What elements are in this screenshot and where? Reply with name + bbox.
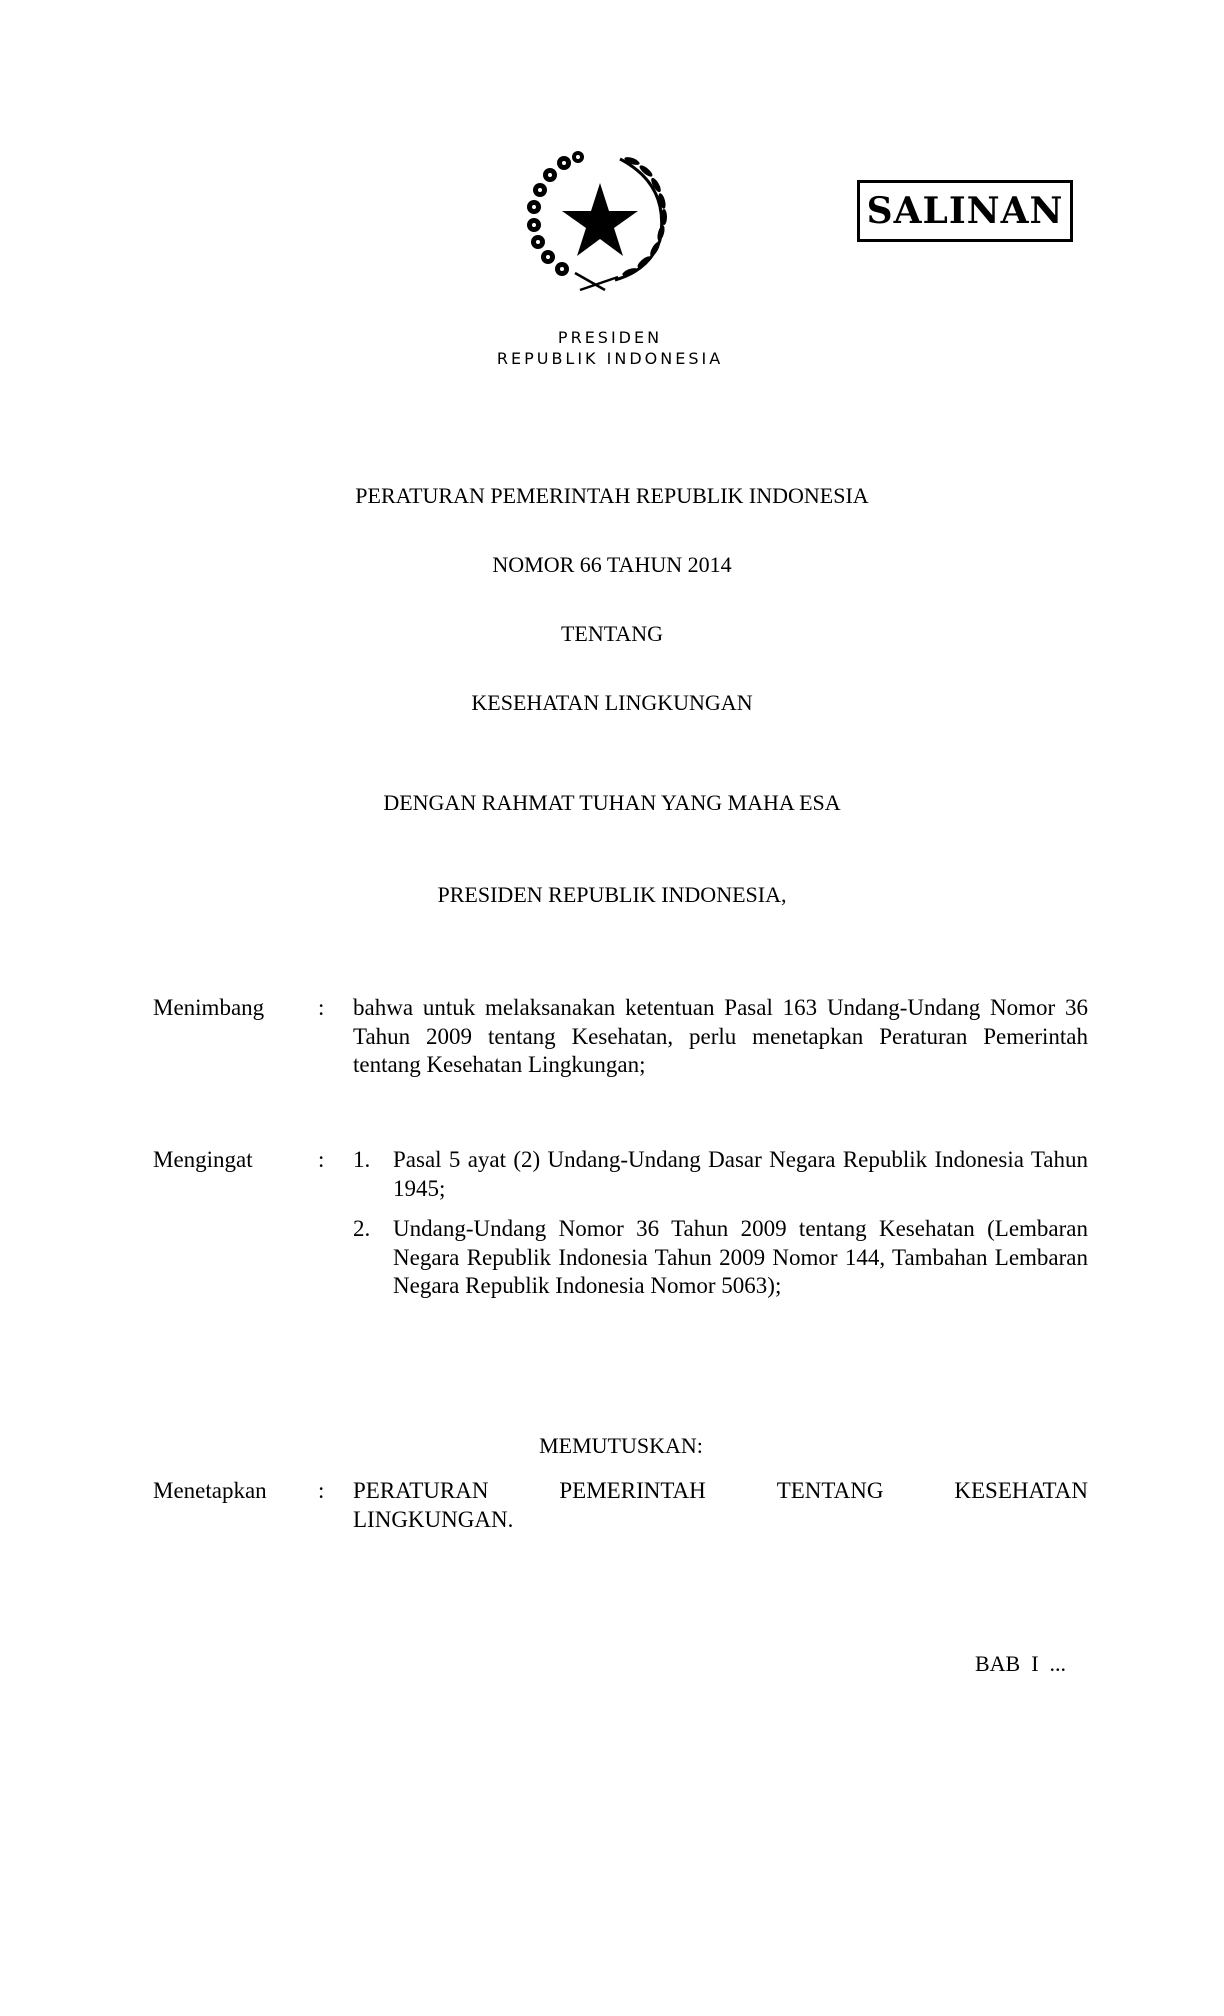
salinan-stamp	[857, 180, 1073, 242]
menetapkan-word: PEMERINTAH	[559, 1478, 706, 1503]
menetapkan-word: TENTANG	[776, 1478, 884, 1503]
list-number: 2.	[353, 1216, 371, 1241]
emblem-caption-republic: REPUBLIK INDONESIA	[496, 349, 724, 368]
mengingat-list	[353, 1146, 1088, 1301]
salinan-label: SALINAN	[866, 190, 1064, 232]
regulation-type: PERATURAN PEMERINTAH REPUBLIK INDONESIA	[355, 483, 869, 508]
mengingat-label: Mengingat	[153, 1147, 253, 1172]
mengingat-item-2	[353, 1215, 1088, 1301]
memutuskan-heading: MEMUTUSKAN:	[539, 1433, 703, 1458]
list-text: Undang-Undang Nomor 36 Tahun 2009 tentang Kesehatan (Lembaran Negara Republik Indonesia Tahun 2009 Nomor 144, Tambahan Lembaran Negara Republik Indonesia Nomor 5063);	[393, 1216, 1088, 1298]
presidential-emblem-icon	[520, 145, 680, 295]
menetapkan-line-1	[353, 1477, 1088, 1506]
issuer: PRESIDEN REPUBLIK INDONESIA,	[437, 882, 787, 907]
list-number: 1.	[353, 1147, 371, 1172]
menetapkan-colon: :	[318, 1478, 325, 1503]
mengingat-colon: :	[318, 1147, 325, 1172]
menimbang-label: Menimbang	[153, 995, 265, 1020]
invocation: DENGAN RAHMAT TUHAN YANG MAHA ESA	[383, 790, 841, 815]
menetapkan-text	[353, 1477, 1088, 1534]
mengingat-item-1	[353, 1146, 1088, 1203]
menimbang-text: bahwa untuk melaksanakan ketentuan Pasal 163 Undang-Undang Nomor 36 Tahun 2009 tentang Kesehatan, perlu menetapkan Peraturan Pemerintah tentang Kesehatan Lingkungan;	[353, 995, 1088, 1077]
regulation-subject: KESEHATAN LINGKUNGAN	[471, 690, 753, 715]
menetapkan-word: PERATURAN	[353, 1478, 489, 1503]
next-page-reference: BAB I ...	[975, 1651, 1067, 1676]
menimbang-colon: :	[318, 995, 325, 1020]
menetapkan-word: KESEHATAN	[954, 1478, 1088, 1503]
menetapkan-line-2: LINGKUNGAN.	[353, 1506, 514, 1532]
regulation-about: TENTANG	[560, 621, 664, 646]
list-text: Pasal 5 ayat (2) Undang-Undang Dasar Negara Republik Indonesia Tahun 1945;	[393, 1147, 1088, 1201]
emblem-caption-president: PRESIDEN	[557, 328, 663, 347]
menetapkan-label: Menetapkan	[153, 1478, 267, 1503]
regulation-number: NOMOR 66 TAHUN 2014	[492, 552, 732, 577]
